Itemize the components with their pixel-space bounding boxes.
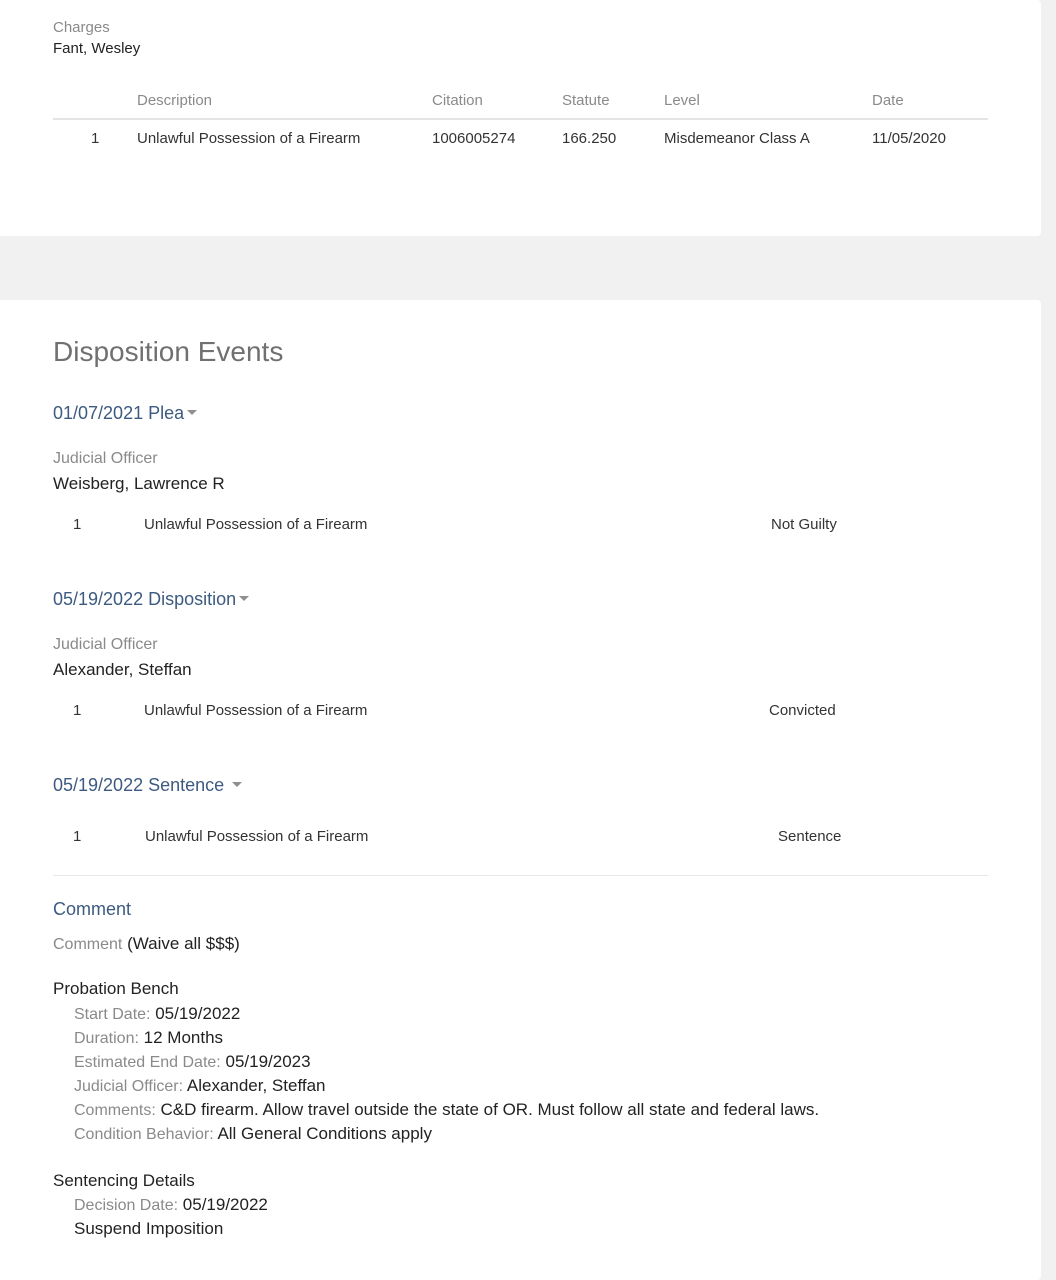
- charge-date: 11/05/2020: [872, 130, 946, 147]
- row-description: Unlawful Possession of a Firearm: [145, 828, 369, 845]
- duration-value: 12 Months: [143, 1028, 224, 1047]
- caret-down-icon: [239, 596, 249, 601]
- end-date-value: 05/19/2023: [225, 1052, 311, 1071]
- probation-comments: [74, 1100, 819, 1120]
- probation-officer: [74, 1076, 326, 1096]
- event-sentence-toggle[interactable]: [53, 775, 242, 796]
- charges-party-name: Fant, Wesley: [53, 40, 141, 57]
- comment-line: [53, 934, 240, 954]
- sentencing-decision-date: [74, 1195, 268, 1215]
- probation-end-date: [74, 1052, 311, 1072]
- behavior-value: All General Conditions apply: [217, 1124, 432, 1143]
- charge-level: Misdemeanor Class A: [664, 130, 810, 147]
- row-description: Unlawful Possession of a Firearm: [144, 702, 368, 719]
- column-header-level: Level: [664, 92, 700, 109]
- row-result: Sentence: [778, 828, 842, 845]
- caret-down-icon: [187, 410, 197, 415]
- charge-description: Unlawful Possession of a Firearm: [137, 130, 361, 147]
- judicial-officer-label: Judicial Officer: [53, 636, 158, 653]
- judicial-officer-name: Weisberg, Lawrence R: [53, 474, 225, 493]
- comments-value: C&D firearm. Allow travel outside the state of OR. Must follow all state and federal laws.: [160, 1100, 820, 1119]
- comment-heading: Comment: [53, 899, 132, 919]
- end-date-label: Estimated End Date:: [74, 1054, 221, 1071]
- start-date-value: 05/19/2022: [155, 1004, 241, 1023]
- event-plea-toggle[interactable]: [53, 403, 197, 424]
- probation-start-date: [74, 1004, 240, 1024]
- column-header-description: Description: [137, 92, 213, 109]
- start-date-label: Start Date:: [74, 1006, 151, 1023]
- duration-label: Duration:: [74, 1030, 139, 1047]
- comment-label: Comment: [53, 936, 123, 953]
- charge-citation: 1006005274: [432, 130, 516, 147]
- officer-label: Judicial Officer:: [74, 1078, 184, 1095]
- probation-behavior: [74, 1124, 432, 1144]
- officer-value: Alexander, Steffan: [186, 1076, 326, 1095]
- disposition-events-title: Disposition Events: [53, 336, 284, 367]
- sentencing-imposition: Suspend Imposition: [74, 1219, 224, 1238]
- table-header-divider: [53, 118, 988, 120]
- judicial-officer-name: Alexander, Steffan: [53, 660, 192, 679]
- row-result: Not Guilty: [771, 516, 837, 533]
- decision-date-value: 05/19/2022: [182, 1195, 268, 1214]
- event-heading: 05/19/2022 Disposition: [53, 589, 237, 609]
- comment-value: (Waive all $$$): [127, 934, 240, 953]
- column-header-statute: Statute: [562, 92, 610, 109]
- charge-number: 1: [91, 130, 100, 147]
- row-description: Unlawful Possession of a Firearm: [144, 516, 368, 533]
- row-result: Convicted: [769, 702, 836, 719]
- decision-date-label: Decision Date:: [74, 1197, 179, 1214]
- event-heading: 01/07/2021 Plea: [53, 403, 185, 423]
- row-number: 1: [73, 516, 82, 533]
- event-disposition-toggle[interactable]: [53, 589, 249, 610]
- charges-card: [0, 0, 1041, 236]
- charges-label: Charges: [53, 19, 110, 36]
- judicial-officer-label: Judicial Officer: [53, 450, 158, 467]
- probation-duration: [74, 1028, 223, 1048]
- caret-down-icon: [232, 782, 242, 787]
- row-number: 1: [73, 828, 82, 845]
- row-number: 1: [73, 702, 82, 719]
- probation-title: Probation Bench: [53, 979, 179, 998]
- section-divider: [53, 875, 988, 876]
- sentencing-title: Sentencing Details: [53, 1171, 195, 1190]
- comments-label: Comments:: [74, 1102, 156, 1119]
- event-heading: 05/19/2022 Sentence: [53, 775, 225, 795]
- charge-statute: 166.250: [562, 130, 617, 147]
- behavior-label: Condition Behavior:: [74, 1126, 214, 1143]
- column-header-citation: Citation: [432, 92, 483, 109]
- column-header-date: Date: [872, 92, 904, 109]
